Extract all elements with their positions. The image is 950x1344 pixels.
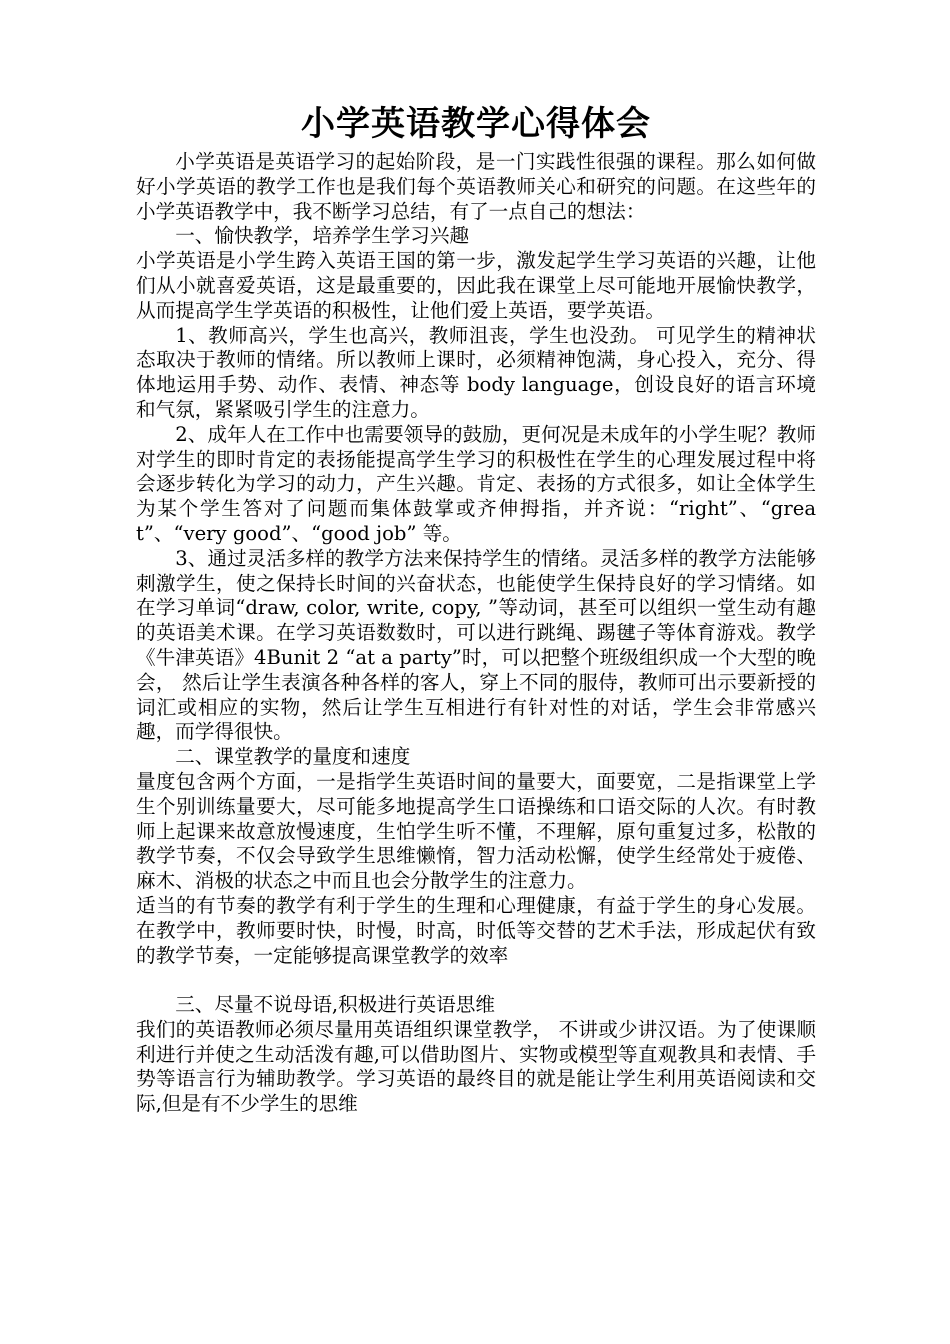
section-heading-2: 二、课堂教学的量度和速度 [175,745,411,769]
document-body [136,150,816,1117]
body-paragraph: 量度包含两个方面，一是指学生英语时间的量要大，面要宽，二是指课堂上学生个别训练量要大，尽可能多地提高学生口语操练和口语交际的人次。有时教师上起课来故意放慢速度，生怕学生听不懂，不理解，原句重复过多，松散的教学节奏，不仅会导致学生思维懒惰，智力活动松懈，使学生经常处于疲倦、麻木、消极的状态之中而且也会分散学生的注意力。 [136,769,816,893]
body-paragraph: 小学英语是小学生跨入英语王国的第一步，激发起学生学习英语的兴趣，让他们从小就喜爱英语，这是最重要的，因此我在课堂上尽可能地开展愉快教学，从而提高学生学英语的积极性，让他们爱上英语，要学英语。 [136,249,816,322]
document-page [136,98,816,1117]
body-paragraph: 2、成年人在工作中也需要领导的鼓励，更何况是未成年的小学生呢？教师对学生的即时肯定的表扬能提高学生学习的积极性在学生的心理发展过程中将会逐步转化为学习的动力，产生兴趣。肯定、表扬的方式很多，如让全体学生为某个学生答对了问题而集体鼓掌或齐伸拇指，并齐说：“right”、“great”、“very good”、“good job” 等。 [136,422,816,545]
body-paragraph: 适当的有节奏的教学有利于学生的生理和心理健康，有益于学生的身心发展。在教学中，教师要时快，时慢，时高，时低等交替的艺术手法，形成起伏有致的教学节奏，一定能够提高课堂教学的效率 [136,893,816,967]
body-paragraph: 1、教师高兴，学生也高兴，教师沮丧，学生也没劲。 可见学生的精神状态取决于教师的情绪。所以教师上课时，必须精神饱满，身心投入，充分、得体地运用手势、动作、表情、神态等 body language，创设良好的语言环境和气氛，紧紧吸引学生的注意力。 [136,323,816,421]
body-paragraph: 我们的英语教师必须尽量用英语组织课堂教学， 不讲或少讲汉语。为了使课顺利进行并使之生动活泼有趣,可以借助图片、实物或模型等直观教具和表情、手势等语言行为辅助教学。学习英语的最终目的就是能让学生利用英语阅读和交际,但是有不少学生的思维 [136,1017,816,1116]
intro-paragraph: 小学英语是英语学习的起始阶段，是一门实践性很强的课程。那么如何做好小学英语的教学工作也是我们每个英语教师关心和研究的问题。在这些年的小学英语教学中，我不断学习总结，有了一点自己的想法： [136,150,816,223]
body-paragraph: 3、通过灵活多样的教学方法来保持学生的情绪。灵活多样的教学方法能够刺激学生，使之保持长时间的兴奋状态，也能使学生保持良好的学习情绪。如在学习单词“draw, color, write, copy, ”等动词，甚至可以组织一堂生动有趣的英语美术课。在学习英语数数时，可以进行跳绳、踢毽子等体育游戏。教学《牛津英语》4Bunit 2 “at a party”时，可以把整个班级组织成一个大型的晚会， 然后让学生表演各种各样的客人，穿上不同的服侍，教师可出示要新授的词汇或相应的实物，然后让学生互相进行有针对性的对话，学生会非常感兴趣，而学得很快。 [136,546,816,744]
blank-line [136,968,816,993]
section-heading-1: 一、愉快教学，培养学生学习兴趣 [175,224,470,248]
document-title: 小学英语教学心得体会 [301,104,651,144]
section-heading-3: 三、尽量不说母语,积极进行英语思维 [175,993,495,1017]
